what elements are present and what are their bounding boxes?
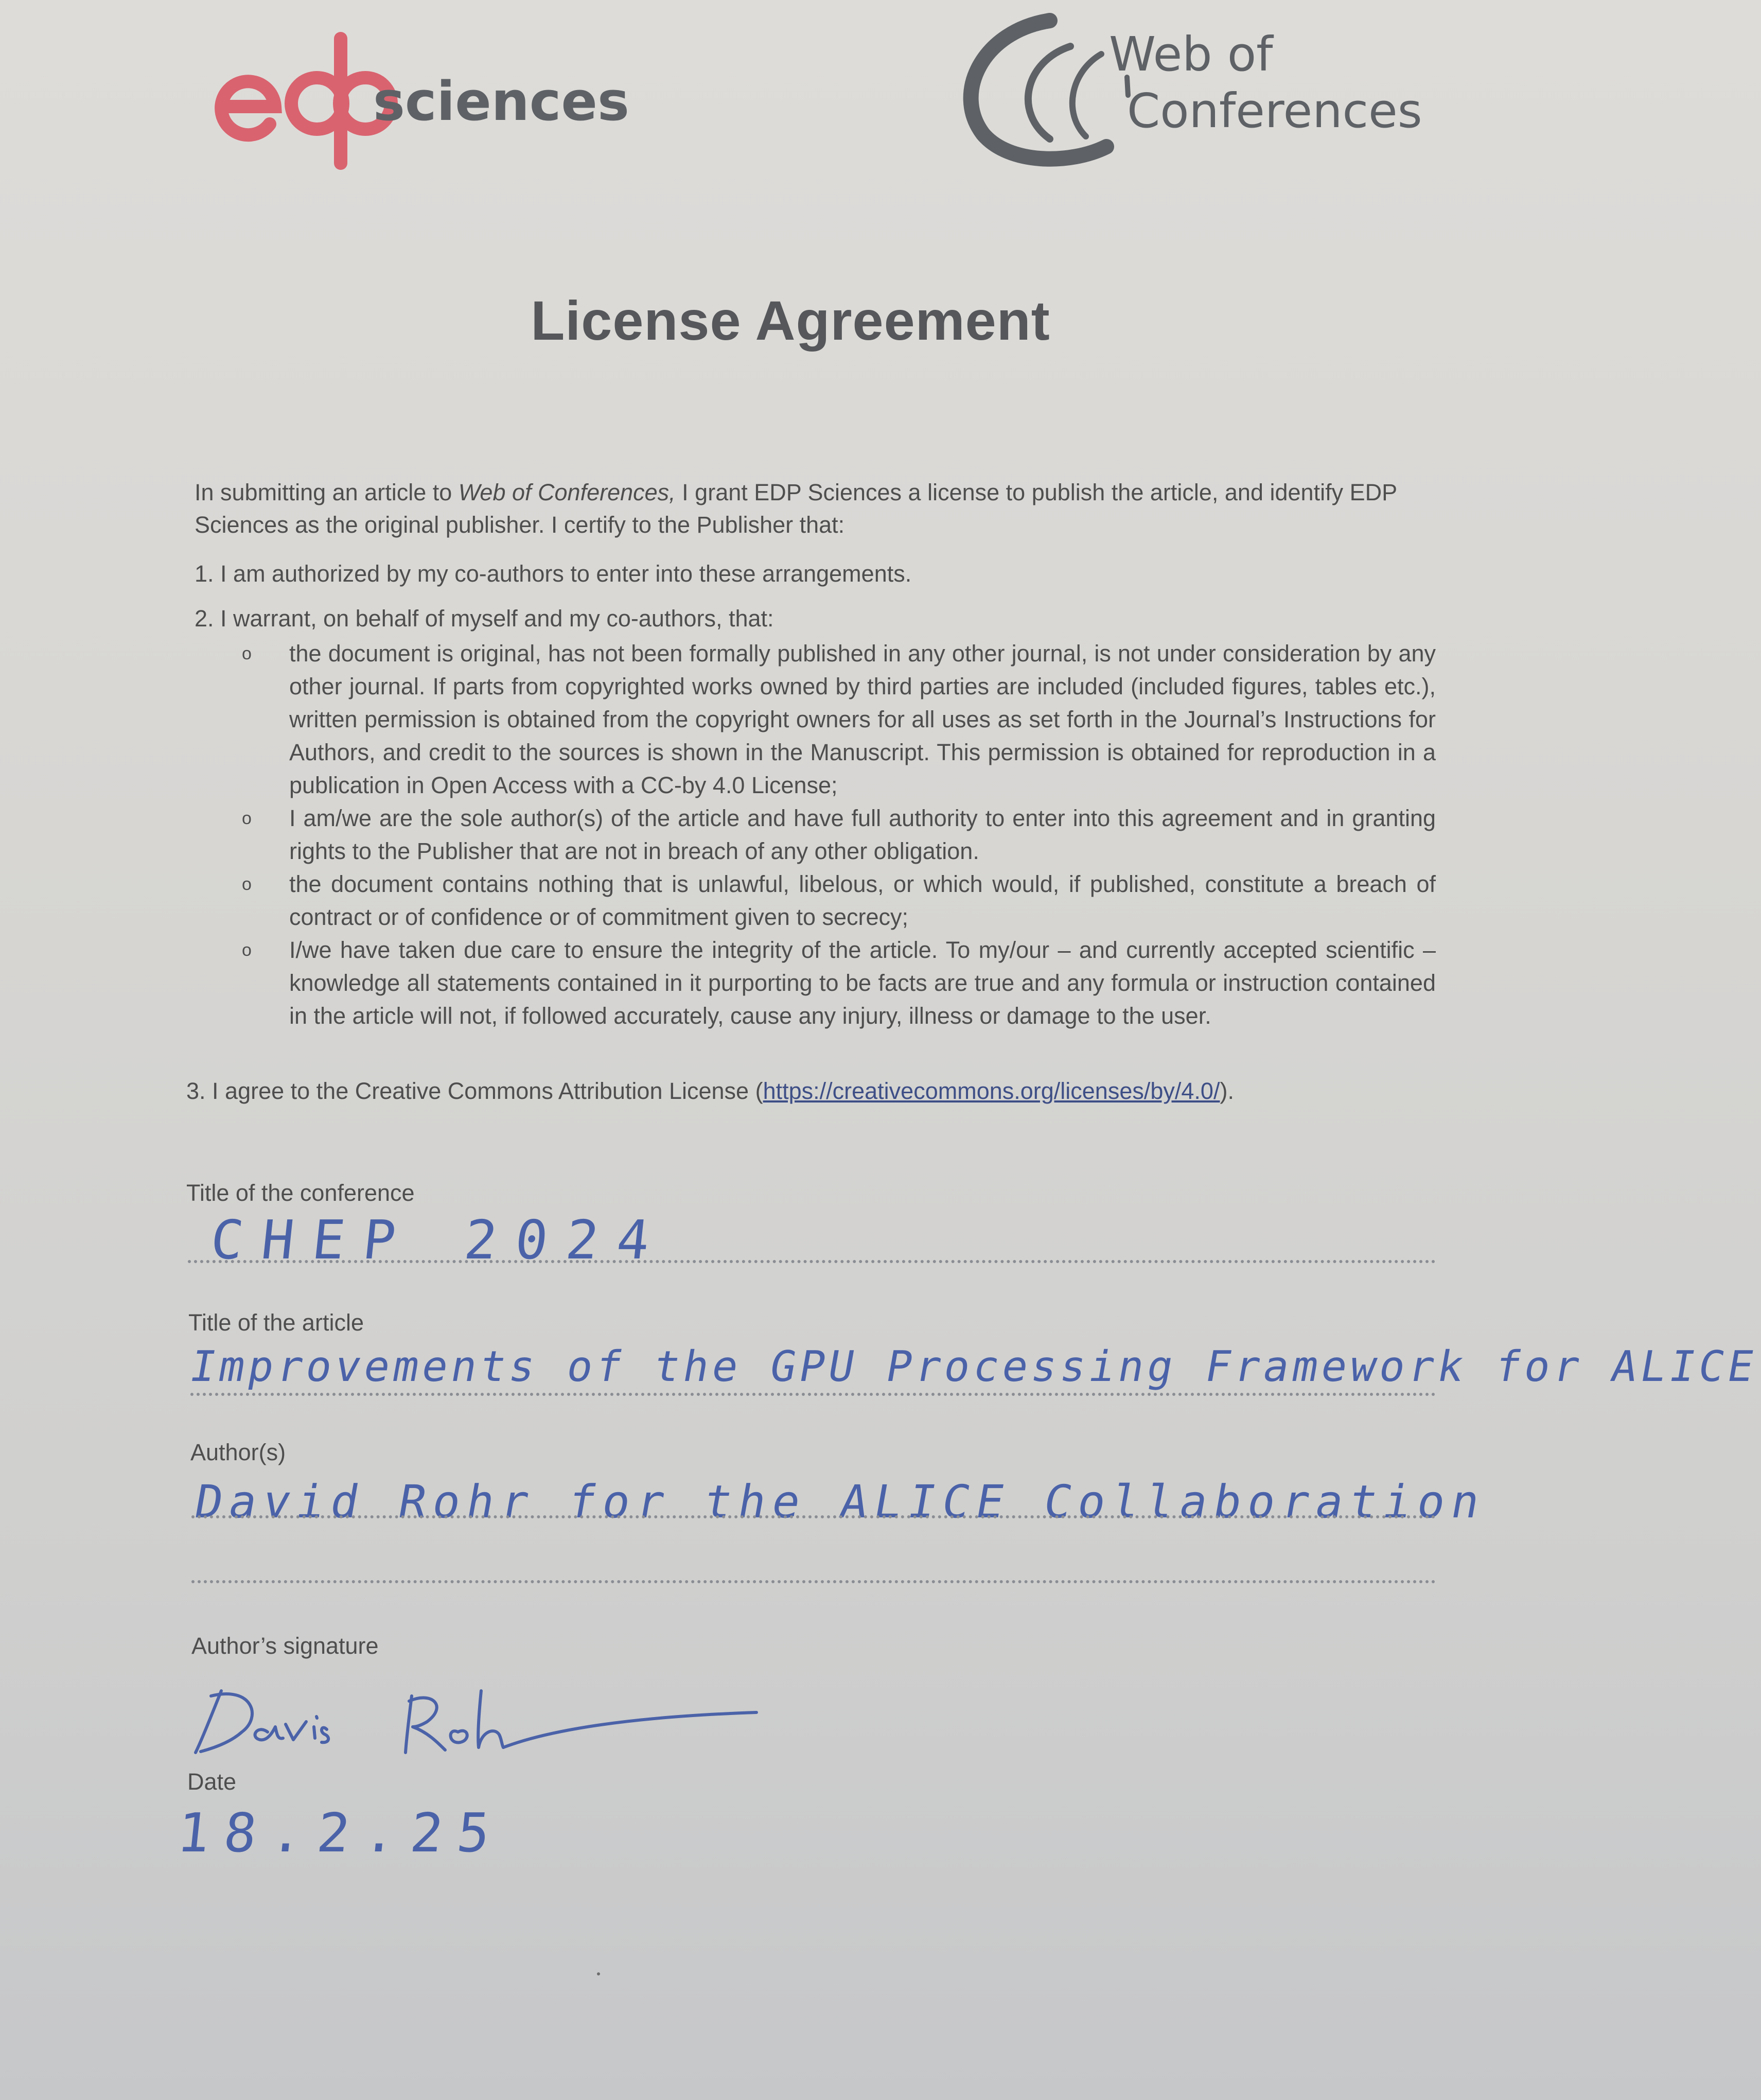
- warranty-item: [242, 868, 1436, 934]
- intro-paragraph: [195, 476, 1430, 541]
- article-label: Title of the article: [188, 1309, 364, 1336]
- bullet-icon: o: [242, 644, 252, 663]
- article-line: [190, 1393, 1436, 1396]
- woc-logo-line1: Web of: [1109, 27, 1273, 82]
- creative-commons-link[interactable]: https://creativecommons.org/licenses/by/4.0/: [763, 1078, 1220, 1104]
- conference-line: [188, 1260, 1436, 1263]
- bullet-icon: o: [242, 874, 252, 894]
- clause-2: 2. I warrant, on behalf of myself and my co-authors, that:: [195, 605, 774, 632]
- author-signature[interactable]: [190, 1675, 767, 1763]
- clause-3: [186, 1075, 1447, 1107]
- bullet-icon: o: [242, 940, 252, 960]
- date-value[interactable]: 18.2.25: [174, 1801, 507, 1864]
- woc-logo-line2: Conferences: [1127, 83, 1422, 138]
- intro-after: I grant EDP Sciences a license to publish the article, and identify EDP Sciences as the original publisher. I certify to the Publisher that:: [195, 479, 1397, 538]
- clause-3-before: 3. I agree to the Creative Commons Attribution License (: [186, 1078, 763, 1104]
- warranty-item: [242, 802, 1436, 868]
- conference-label: Title of the conference: [186, 1180, 415, 1206]
- conference-value[interactable]: CHEP 2024: [207, 1209, 671, 1271]
- warranty-text: the document contains nothing that is unlawful, libelous, or which would, if published, constitute a breach of contract or of confidence or of commitment given to secrecy;: [289, 871, 1436, 930]
- edp-sciences-logo: [206, 28, 638, 172]
- authors-line: [191, 1515, 1436, 1518]
- warranty-text: I/we have taken due care to ensure the integrity of the article. To my/our – and currently accepted scientific – knowledge all statements contained in it purporting to be facts are true and any formula or instruction contained in the article will not, if followed accurately, cause any injury, illness or damage to the user.: [289, 937, 1436, 1029]
- article-value[interactable]: Improvements of the GPU Processing Framework for ALICE: [186, 1342, 1761, 1391]
- warranty-item: [242, 934, 1436, 1032]
- page-title: License Agreement: [531, 289, 1050, 352]
- warranty-text: the document is original, has not been formally published in any other journal, is not under consideration by any other journal. If parts from copyrighted works owned by third parties are included (included figures, tables etc.), written permission is obtained from the copyright owners for all uses as set forth in the Journal’s Instructions for Authors, and credit to the sources is shown in the Manuscript. This permission is obtained for reproduction in a publication in Open Access with a CC-by 4.0 License;: [289, 640, 1436, 798]
- edp-logo-word: sciences: [373, 70, 629, 133]
- intro-journal: Web of Conferences,: [458, 479, 676, 505]
- authors-label: Author(s): [190, 1439, 286, 1465]
- warranty-text: I am/we are the sole author(s) of the article and have full authority to enter into this agreement and in granting rights to the Publisher that are not in breach of any other obligation.: [289, 805, 1436, 864]
- intro-before: In submitting an article to: [195, 479, 459, 505]
- clause-3-after: ).: [1220, 1078, 1234, 1104]
- authors-line-2: [191, 1580, 1436, 1583]
- warranty-list: [242, 637, 1436, 1032]
- clause-1: 1. I am authorized by my co-authors to enter into these arrangements.: [195, 561, 912, 587]
- warranty-item: [242, 637, 1436, 802]
- bullet-icon: o: [242, 809, 252, 828]
- date-label: Date: [187, 1769, 237, 1795]
- paper-mark: [597, 1972, 600, 1975]
- authors-value[interactable]: David Rohr for the ALICE Collaboration: [190, 1475, 1491, 1528]
- signature-label: Author’s signature: [191, 1633, 379, 1659]
- web-of-conferences-logo: [952, 10, 1441, 170]
